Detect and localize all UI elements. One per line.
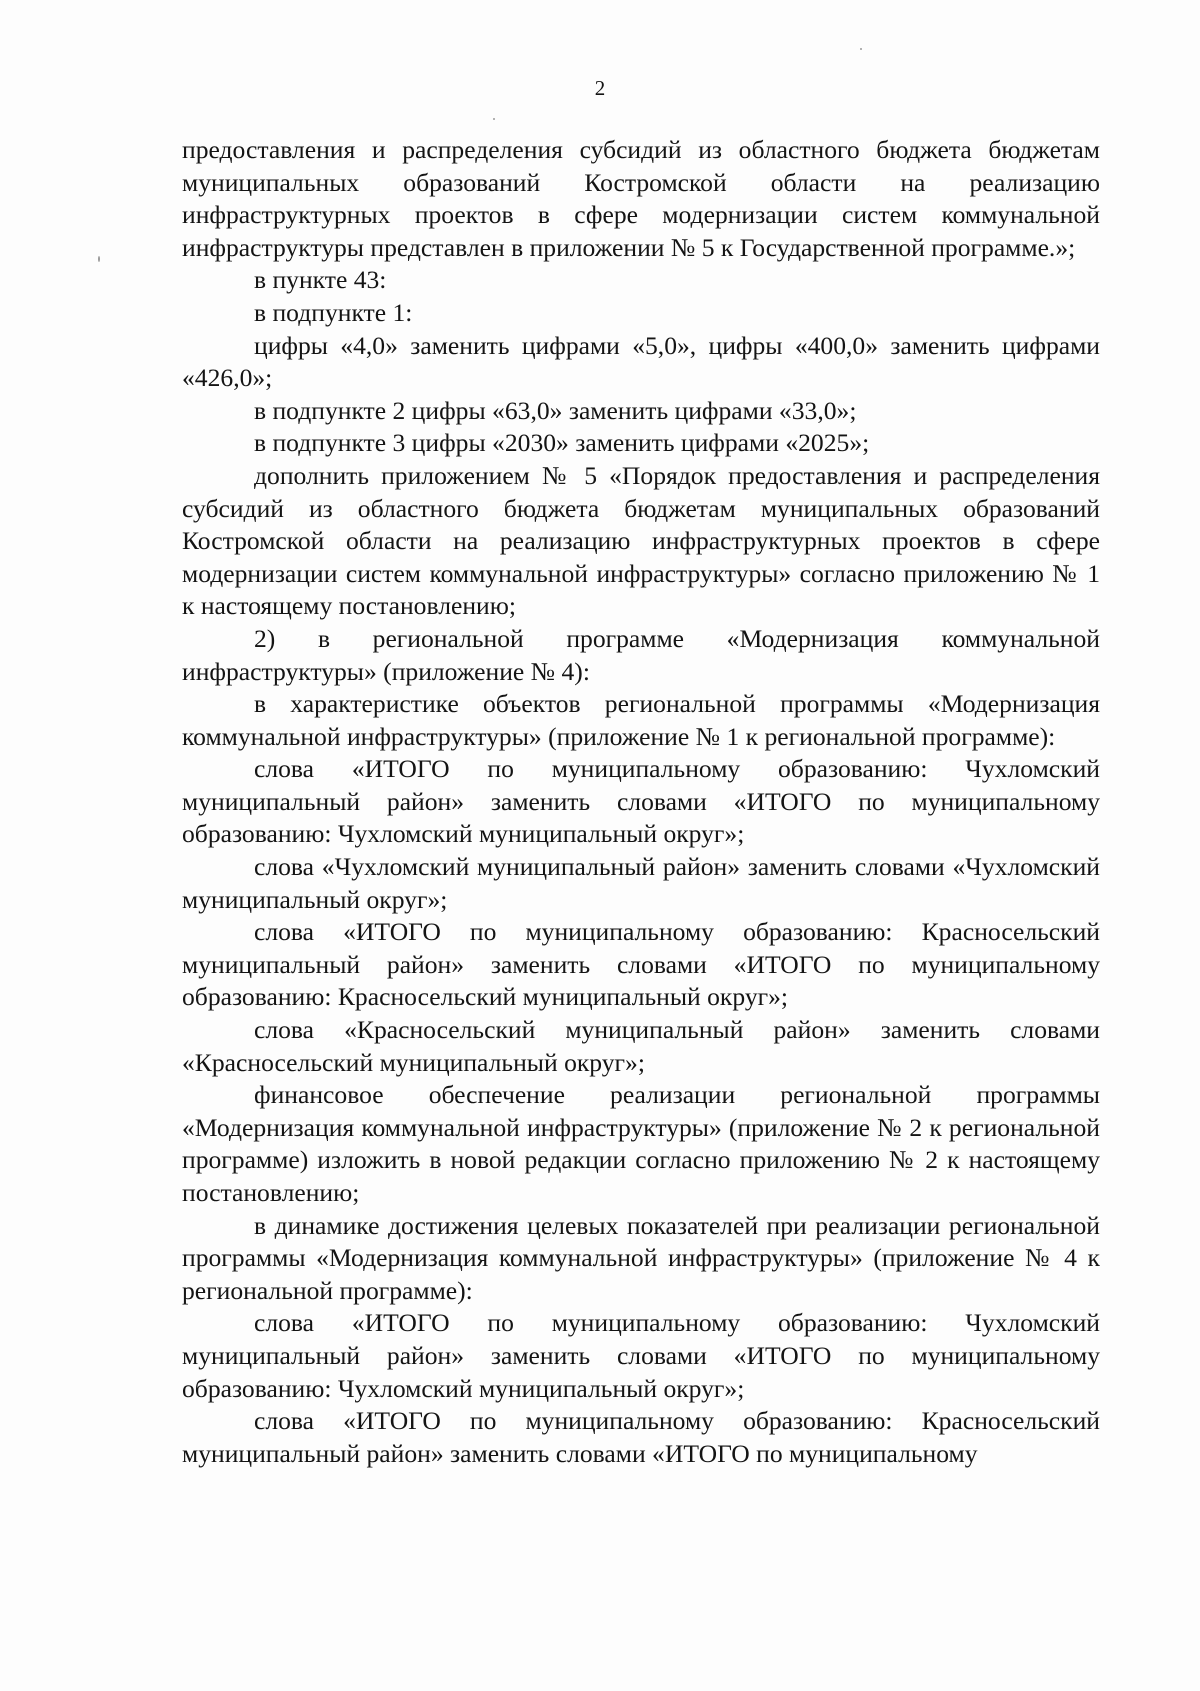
paragraph-subitem-1: в подпункте 1: — [254, 297, 413, 327]
paragraph-target-indicators: в динамике достижения целевых показателей при реализации региональной программы «Модернизация коммунальной инфраструктуры» (приложение № 4 к региональной программе): — [182, 1210, 1100, 1305]
paragraph-subitem-3: в подпункте 3 цифры «2030» заменить цифрами «2025»; — [254, 428, 870, 458]
paragraph-replace-total-chukhloma: слова «ИТОГО по муниципальному образованию: Чухломский муниципальный район» заменить словами «ИТОГО по муниципальному образованию: Чухломский муниципальный округ»; — [182, 754, 1100, 849]
paragraph-replace-total-krasnoe-2: слова «ИТОГО по муниципальному образованию: Красносельский муниципальный район» заменить словами «ИТОГО по муниципальному — [182, 1406, 1100, 1468]
paragraph-object-characteristics: в характеристике объектов региональной программы «Модернизация коммунальной инфраструктуры» (приложение № 1 к региональной программе): — [182, 689, 1100, 751]
paragraph-add-appendix-5: дополнить приложением № 5 «Порядок предоставления и распределения субсидий из областного бюджета бюджетам муниципальных образований Костромской области на реализацию инфраструктурных проектов в сфере модернизации систем коммунальной инфраструктуры» согласно приложению № 1 к настоящему постановлению; — [182, 460, 1100, 621]
scan-speck — [98, 256, 100, 262]
scan-speck — [860, 48, 862, 50]
paragraph-replace-krasnoe: слова «Красносельский муниципальный район» заменить словами «Красносельский муниципальный округ»; — [182, 1015, 1100, 1077]
paragraph-financing: финансовое обеспечение реализации региональной программы «Модернизация коммунальной инфраструктуры» (приложение № 2 к региональной программе) изложить в новой редакции согласно приложению № 2 к настоящему постановлению; — [182, 1080, 1100, 1207]
paragraph-subitem-2: в подпункте 2 цифры «63,0» заменить цифрами «33,0»; — [254, 395, 857, 425]
paragraph-regional-program: 2) в региональной программе «Модернизация коммунальной инфраструктуры» (приложение № 4): — [182, 623, 1100, 686]
paragraph-replace-total-chukhloma-2: слова «ИТОГО по муниципальному образованию: Чухломский муниципальный район» заменить словами «ИТОГО по муниципальному образованию: Чухломский муниципальный округ»; — [182, 1308, 1100, 1403]
paragraph-item-43: в пункте 43: — [254, 265, 387, 295]
scan-speck — [493, 118, 495, 120]
document-body — [182, 134, 1100, 1470]
paragraph-replace-total-krasnoe: слова «ИТОГО по муниципальному образованию: Красносельский муниципальный район» заменить словами «ИТОГО по муниципальному образованию: Красносельский муниципальный округ»; — [182, 917, 1100, 1012]
paragraph-continuation: предоставления и распределения субсидий из областного бюджета бюджетам муниципальных образований Костромской области на реализацию инфраструктурных проектов в сфере модернизации систем коммунальной инфраструктуры представлен в приложении № 5 к Государственной программе.»; — [182, 135, 1100, 262]
page-number: 2 — [594, 76, 606, 100]
paragraph-figures-change: цифры «4,0» заменить цифрами «5,0», цифры «400,0» заменить цифрами «426,0»; — [182, 330, 1100, 393]
paragraph-replace-chukhloma: слова «Чухломский муниципальный район» заменить словами «Чухломский муниципальный округ»; — [182, 852, 1100, 914]
